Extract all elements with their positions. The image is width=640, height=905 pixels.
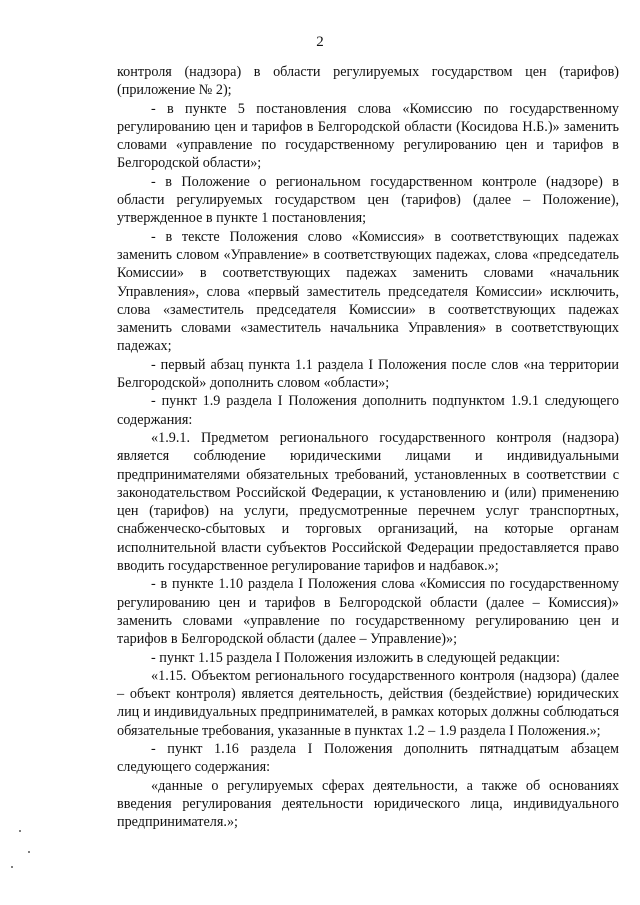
paragraph: «1.15. Объектом регионального государственного контроля (надзора) (далее – объект контроля) является деятельность, действия (бездействие) юридических лиц и индивидуальных предпринимателей, в рамках которых должны соблюдаться обязательные требования, указанные в пунктах 1.2 – 1.9 раздела I Положения.»;: [117, 667, 619, 739]
paragraph: контроля (надзора) в области регулируемых государством цен (тарифов) (приложение № 2);: [117, 64, 619, 99]
document-body: [117, 63, 619, 831]
scan-dot: [28, 851, 30, 853]
paragraph: - первый абзац пункта 1.1 раздела I Положения после слов «на территории Белгородской» дополнить словом «области»;: [117, 356, 619, 392]
page-number: 2: [316, 34, 324, 50]
paragraph: - пункт 1.9 раздела I Положения дополнить подпунктом 1.9.1 следующего содержания:: [117, 393, 619, 428]
paragraph: - пункт 1.15 раздела I Положения изложить в следующей редакции:: [151, 649, 560, 666]
paragraph: «1.9.1. Предметом регионального государственного контроля (надзора) является соблюдение юридическими лицами и индивидуальными предпринимателями обязательных требований, установленных в соответствии с законодательством Российской Федерации, к установлению и (или) применению цен (тарифов) на услуги, предусмотренные перечнем услуг транспортных, снабженческо-сбытовых и торговых организаций, на которые органам исполнительной власти субъектов Российской Федерации предоставляется право вводить государственное регулирование тарифов и надбавок.»;: [117, 429, 619, 575]
paragraph: - в пункте 5 постановления слова «Комиссию по государственному регулированию цен и тарифов в Белгородской области (Косидова Н.Б.)» заменить словами «управление по государственному регулированию цен и тарифов в Белгородской области»;: [117, 100, 619, 172]
scan-dot: [19, 830, 21, 832]
scan-dot: [11, 866, 13, 868]
paragraph: - в Положение о региональном государственном контроле (надзоре) в области регулируемых государством цен (тарифов) (далее – Положение), утвержденное в пункте 1 постановления;: [117, 173, 619, 227]
paragraph: «данные о регулируемых сферах деятельности, а также об основаниях введения регулирования деятельности юридического лица, индивидуального предпринимателя.»;: [117, 777, 619, 831]
paragraph: - в тексте Положения слово «Комиссия» в соответствующих падежах заменить словом «Управление» в соответствующих падежах, слова «председатель Комиссии» в соответствующих падежах заменить словами «начальник Управления», слова «первый заместитель председателя Комиссии» исключить, слова «заместитель председателя Комиссии» в соответствующих падежах заменить словами «заместитель начальника Управления» в соответствующих падежах;: [117, 228, 619, 355]
paragraph: - пункт 1.16 раздела I Положения дополнить пятнадцатым абзацем следующего содержания:: [117, 740, 619, 776]
paragraph: - в пункте 1.10 раздела I Положения слова «Комиссия по государственному регулированию цен и тарифов в Белгородской области (далее – Комиссия)» заменить словами «управление по государственному регулированию цен и тарифов в Белгородской области (далее – Управление)»;: [117, 576, 619, 648]
